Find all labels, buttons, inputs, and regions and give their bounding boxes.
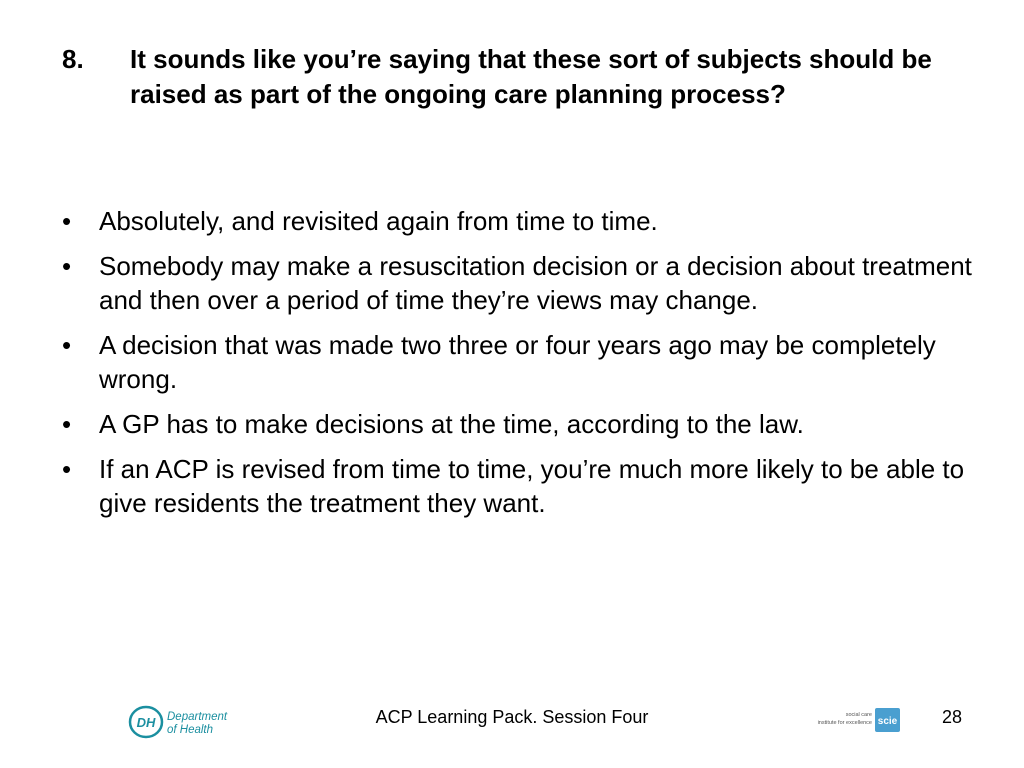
bullet-icon: • xyxy=(62,251,72,281)
answer-bullet-list xyxy=(62,204,972,531)
bullet-icon: • xyxy=(62,454,72,484)
bullet-item xyxy=(62,328,972,396)
bullet-text: A decision that was made two three or four years ago may be completely wrong. xyxy=(99,330,936,394)
bullet-icon: • xyxy=(62,206,72,236)
svg-text:social care: social care xyxy=(845,712,872,718)
bullet-item xyxy=(62,204,972,238)
bullet-text: Somebody may make a resuscitation decision or a decision about treatment and then over a period of time they’re views may change. xyxy=(99,251,972,315)
scie-logo xyxy=(808,705,902,735)
bullet-item xyxy=(62,452,972,520)
svg-text:Department: Department xyxy=(167,711,228,723)
bullet-text: Absolutely, and revisited again from time to time. xyxy=(99,206,658,236)
page-number: 28 xyxy=(941,707,962,727)
bullet-item xyxy=(62,249,972,317)
question-text: It sounds like you’re saying that these sort of subjects should be raised as part of the ongoing care planning process? xyxy=(130,44,932,109)
bullet-text: A GP has to make decisions at the time, according to the law. xyxy=(99,409,804,439)
svg-text:institute for excellence: institute for excellence xyxy=(817,720,872,726)
question-number: 8. xyxy=(62,44,84,74)
footer-title: ACP Learning Pack. Session Four xyxy=(375,707,649,727)
question-heading xyxy=(62,42,962,112)
svg-text:scie: scie xyxy=(877,716,898,727)
svg-text:of Health: of Health xyxy=(167,724,214,736)
bullet-icon: • xyxy=(62,409,72,439)
bullet-item xyxy=(62,407,972,441)
bullet-icon: • xyxy=(62,330,72,360)
department-of-health-logo xyxy=(128,702,238,742)
svg-text:DH: DH xyxy=(136,715,156,730)
bullet-text: If an ACP is revised from time to time, you’re much more likely to be able to give residents the treatment they want. xyxy=(99,454,965,518)
